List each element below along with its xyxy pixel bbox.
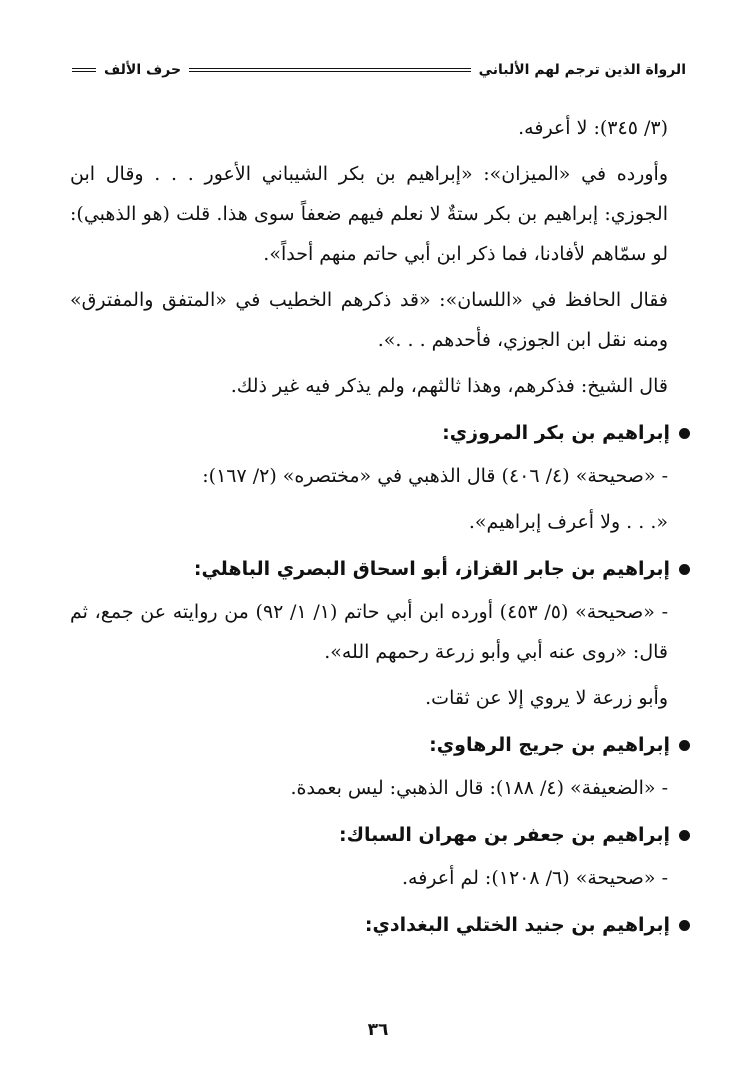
header-rule [189,68,470,72]
entry-line: وأبو زرعة لا يروي إلا عن ثقات. [425,687,668,709]
entry-heading [70,910,690,940]
entry-line: - «صحيحة» (٥/ ٤٥٣) أورده ابن أبي حاتم (١/ ١/ ٩٢) من روايته عن جمع، ثم قال: «روى عنه أبي وأبو زرعة رحمهم الله». [70,601,668,663]
book-title: الرواة الذين ترجم لهم الألباني [478,62,686,78]
main-content [70,108,690,948]
running-header [72,58,686,82]
entry-title: إبراهيم بن جابر القزاز، أبو اسحاق البصري الباهلي: [193,558,670,580]
entry-heading [70,820,690,850]
entry-title: إبراهيم بن بكر المروزي: [442,422,670,444]
entry-line: - «صحيحة» (٤/ ٤٠٦) قال الذهبي في «مختصره» (٢/ ١٦٧): [202,465,668,487]
entry-title: إبراهيم بن جعفر بن مهران السباك: [339,824,670,846]
bullet-icon [679,564,690,575]
paragraph: وأورده في «الميزان»: «إبراهيم بن بكر الشيباني الأعور . . . وقال ابن الجوزي: إبراهيم بن بكر ستةٌ لا نعلم فيهم ضعفاً سوى هذا. قلت (هو الذهبي): لو سمّاهم لأفادنا، فما ذكر ابن أبي حاتم منهم أحداً». [70,163,668,265]
bullet-icon [679,920,690,931]
paragraph: فقال الحافظ في «اللسان»: «قد ذكرهم الخطيب في «المتفق والمفترق» ومنه نقل ابن الجوزي، فأحدهم . . .». [70,289,668,351]
entry-title: إبراهيم بن جريج الرهاوي: [429,734,670,756]
entry-heading [70,730,690,760]
entry-heading [70,554,690,584]
bullet-icon [679,428,690,439]
entry-line: - «الضعيفة» (٤/ ١٨٨): قال الذهبي: ليس بعمدة. [290,777,668,799]
header-rule-short [72,68,96,72]
bullet-icon [679,740,690,751]
section-title: حرف الألف [104,62,182,78]
bullet-icon [679,830,690,841]
entry-line: - «صحيحة» (٦/ ١٢٠٨): لم أعرفه. [402,867,668,889]
paragraph: قال الشيخ: فذكرهم، وهذا ثالثهم، ولم يذكر فيه غير ذلك. [230,375,668,397]
paragraph: (٣/ ٣٤٥): لا أعرفه. [518,117,668,139]
page-number: ٣٦ [367,1020,389,1040]
entry-title: إبراهيم بن جنيد الختلي البغدادي: [364,914,670,936]
entry-heading [70,418,690,448]
entry-line: «. . . ولا أعرف إبراهيم». [468,511,668,533]
